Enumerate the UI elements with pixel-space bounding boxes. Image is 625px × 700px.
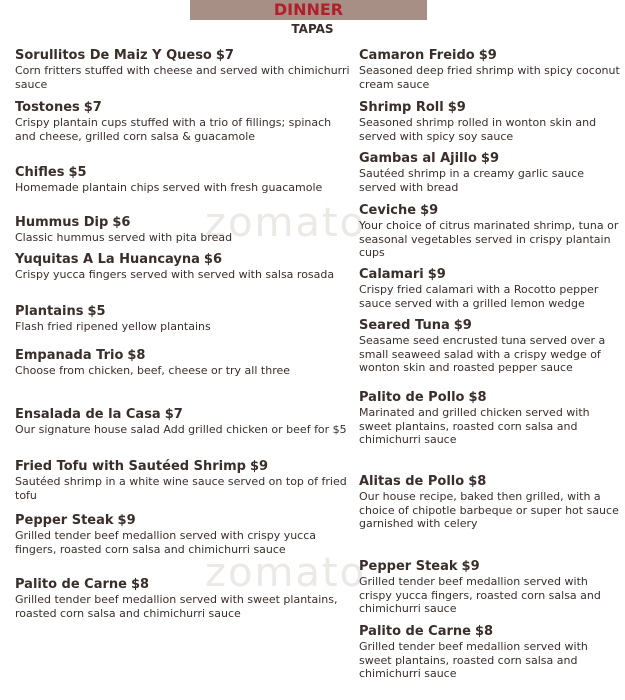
menu-item (359, 99, 621, 143)
menu-item-title (359, 389, 621, 406)
menu-item (15, 347, 350, 378)
menu-item-description: Choose from chicken, beef, cheese or try all three (15, 364, 291, 377)
page-title: DINNER (273, 0, 344, 19)
menu-item-price: $8 (468, 474, 487, 489)
menu-item-title (359, 202, 621, 219)
menu-item-price: $7 (215, 48, 234, 63)
menu-item-price: $9 (447, 100, 466, 115)
menu-item-name: Calamari (359, 267, 424, 282)
menu-item (15, 512, 350, 556)
menu-item-price: $5 (68, 165, 87, 180)
menu-item-price: $9 (427, 267, 446, 282)
menu-item-description: Grilled tender beef medallion served with crispy yucca fingers, roasted corn salsa and chimichurri sauce (15, 529, 317, 556)
menu-item-description: Sautéed shrimp in a white wine sauce served on top of fried tofu (15, 475, 347, 502)
menu-item-price: $5 (87, 304, 106, 319)
menu-item-description: Grilled tender beef medallion served with sweet plantains, roasted corn salsa and chimichurri sauce (359, 640, 588, 680)
menu-item-description: Sautéed shrimp in a creamy garlic sauce served with bread (359, 167, 584, 194)
menu-item-title (359, 317, 621, 334)
menu-item-description: Crispy plantain cups stuffed with a trio of fillings; spinach and cheese, grilled corn salsa & guacamole (15, 116, 332, 143)
menu-item-name: Empanada Trio (15, 348, 124, 363)
menu-item-title (359, 558, 621, 575)
menu-item-title (359, 623, 621, 640)
menu-item-description: Your choice of citrus marinated shrimp, tuna or seasonal vegetables served in crispy plantain cups (359, 219, 619, 259)
menu-item-description: Our signature house salad Add grilled chicken or beef for $5 (15, 423, 347, 436)
menu-item-price: $9 (249, 459, 269, 474)
menu-item-name: Tostones (15, 100, 80, 115)
menu-item-description: Grilled tender beef medallion served with sweet plantains, roasted corn salsa and chimichurri sauce (15, 593, 338, 620)
menu-item (359, 558, 621, 616)
section-title: TAPAS (291, 22, 334, 36)
menu-item-name: Palito de Carne (15, 577, 127, 592)
menu-item-name: Ensalada de la Casa (15, 407, 161, 422)
menu-item-name: Shrimp Roll (359, 100, 444, 115)
menu-item-price: $8 (474, 624, 494, 639)
menu-item-price: $8 (127, 348, 146, 363)
menu-item-title (15, 406, 350, 423)
menu-item-price: $7 (83, 100, 102, 115)
menu-item-name: Pepper Steak (359, 559, 458, 574)
menu-item-title (15, 164, 350, 181)
menu-item (359, 623, 621, 681)
menu-item-title (359, 47, 621, 64)
menu-item-title (15, 576, 350, 593)
watermark: zomato (205, 200, 367, 246)
menu-item (15, 214, 350, 245)
menu-item-name: Ceviche (359, 203, 417, 218)
menu-item-name: Seared Tuna (359, 318, 450, 333)
menu-item-name: Chifles (15, 165, 65, 180)
menu-item-title (359, 473, 621, 490)
menu-item-price: $6 (112, 215, 131, 230)
menu-item-name: Palito de Carne (359, 624, 471, 639)
menu-item-description: Marinated and grilled chicken served with sweet plantains, roasted corn salsa and chimichurri sauce (359, 406, 590, 446)
header-band (190, 0, 427, 20)
menu-item-title (15, 99, 350, 116)
menu-item (359, 317, 621, 375)
menu-item (15, 576, 350, 620)
menu-item (15, 47, 350, 91)
menu-item-name: Plantains (15, 304, 84, 319)
menu-item (359, 473, 621, 531)
menu-item-price: $9 (453, 318, 472, 333)
menu-item-description: Corn fritters stuffed with cheese and served with chimichurri sauce (15, 64, 350, 91)
menu-item (359, 47, 621, 91)
menu-item-title (15, 214, 350, 231)
menu-item (359, 202, 621, 260)
menu-item-description: Classic hummus served with pita bread (15, 231, 233, 244)
menu-item (359, 389, 621, 447)
menu-item-price: $9 (420, 203, 439, 218)
menu-item-name: Palito de Pollo (359, 390, 465, 405)
menu-item-title (359, 99, 621, 116)
menu-item-price: $7 (164, 407, 183, 422)
menu-item-name: Sorullitos De Maiz Y Queso (15, 48, 212, 63)
menu-item-description: Flash fried ripened yellow plantains (15, 320, 211, 333)
menu-item-price: $8 (468, 390, 487, 405)
menu-item-name: Camaron Freido (359, 48, 475, 63)
watermark: zomato (205, 550, 367, 596)
menu-item-title (15, 512, 350, 529)
menu-item-title (359, 150, 621, 167)
menu-item (359, 266, 621, 310)
menu-item-name: Pepper Steak (15, 513, 114, 528)
menu-item (15, 164, 350, 195)
menu-item (15, 458, 350, 502)
menu-item-description: Our house recipe, baked then grilled, with a choice of chipotle barbeque or super hot sauce garnished with celery (359, 490, 619, 530)
menu-item-price: $8 (130, 577, 150, 592)
menu-item (359, 150, 621, 194)
menu-item-title (15, 458, 350, 475)
menu-item-description: Seasoned deep fried shrimp with spicy coconut cream sauce (359, 64, 620, 91)
menu-item-title (15, 303, 350, 320)
menu-item-price: $9 (478, 48, 497, 63)
menu-item-title (15, 47, 350, 64)
menu-item (15, 99, 350, 143)
menu-item-price: $9 (461, 559, 480, 574)
menu-item-description: Crispy fried calamari with a Rocotto pepper sauce served with a grilled lemon wedge (359, 283, 599, 310)
menu-item-title (15, 347, 350, 364)
menu-item-name: Hummus Dip (15, 215, 109, 230)
menu-item-description: Crispy yucca fingers served with served with salsa rosada (15, 268, 335, 281)
menu-item (15, 251, 350, 282)
menu-item (15, 303, 350, 334)
menu-item-name: Gambas al Ajillo (359, 151, 477, 166)
menu-item-title (359, 266, 621, 283)
menu-item-price: $9 (117, 513, 136, 528)
menu-item-description: Grilled tender beef medallion served with crispy yucca fingers, roasted corn salsa and chimichurri sauce (359, 575, 601, 615)
menu-item-name: Alitas de Pollo (359, 474, 465, 489)
menu-item-description: Homemade plantain chips served with fresh guacamole (15, 181, 323, 194)
menu-item-name: Yuquitas A La Huancayna (15, 252, 200, 267)
menu-item-price: $9 (480, 151, 499, 166)
menu-item (15, 406, 350, 437)
menu-item-description: Seasoned shrimp rolled in wonton skin and served with spicy soy sauce (359, 116, 597, 143)
menu-item-description: Seasame seed encrusted tuna served over a small seaweed salad with a crispy wedge of wonton skin and roasted pepper sauce (359, 334, 606, 374)
menu-item-name: Fried Tofu with Sautéed Shrimp (15, 459, 246, 474)
menu-item-title (15, 251, 350, 268)
menu-item-price: $6 (203, 252, 222, 267)
